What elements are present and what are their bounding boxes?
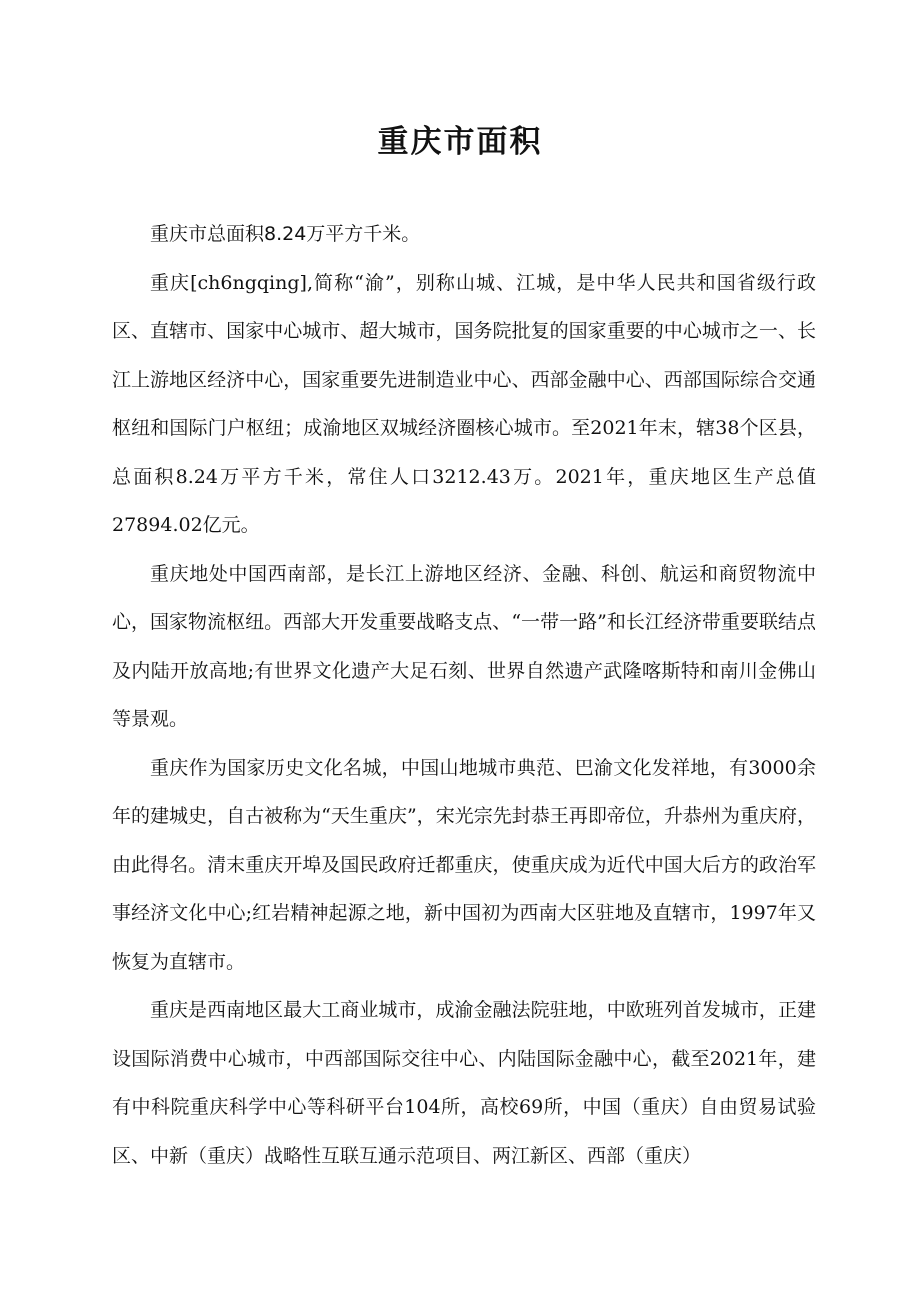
paragraph-economy: 重庆是西南地区最大工商业城市，成渝金融法院驻地，中欧班列首发城市，正建设国际消费中心城市，中西部国际交往中心、内陆国际金融中心，截至2021年，建有中科院重庆科学中心等科研平台104所，高校69所，中国（重庆）自由贸易试验区、中新（重庆）战略性互联互通示范项目、两江新区、西部（重庆） [112,999,816,1167]
document-body [112,210,816,1180]
paragraph-history: 重庆作为国家历史文化名城，中国山地城市典范、巴渝文化发祥地，有3000余年的建城史，自古被称为“天生重庆”，宋光宗先封恭王再即帝位，升恭州为重庆府，由此得名。清末重庆开埠及国民政府迁都重庆，使重庆成为近代中国大后方的政治军事经济文化中心;红岩精神起源之地，新中国初为西南大区驻地及直辖市，1997年又恢复为直辖市。 [112,756,816,973]
paragraph-overview: 重庆[ch6ngqing],简称“渝”，别称山城、江城，是中华人民共和国省级行政区、直辖市、国家中心城市、超大城市，国务院批复的国家重要的中心城市之一、长江上游地区经济中心，国家重要先进制造业中心、西部金融中心、西部国际综合交通枢纽和国际门户枢纽；成渝地区双城经济圈核心城市。至2021年末，辖38个区县，总面积8.24万平方千米，常住人口3212.43万。2021年，重庆地区生产总值27894.02亿元。 [112,271,816,536]
document-title: 重庆市面积 [377,124,543,160]
paragraph-total-area: 重庆市总面积8.24万平方千米。 [150,223,421,245]
paragraph-geography: 重庆地处中国西南部，是长江上游地区经济、金融、科创、航运和商贸物流中心，国家物流枢纽。西部大开发重要战略支点、“一带一路”和长江经济带重要联结点及内陆开放高地;有世界文化遗产大足石刻、世界自然遗产武隆喀斯特和南川金佛山等景观。 [112,562,816,730]
